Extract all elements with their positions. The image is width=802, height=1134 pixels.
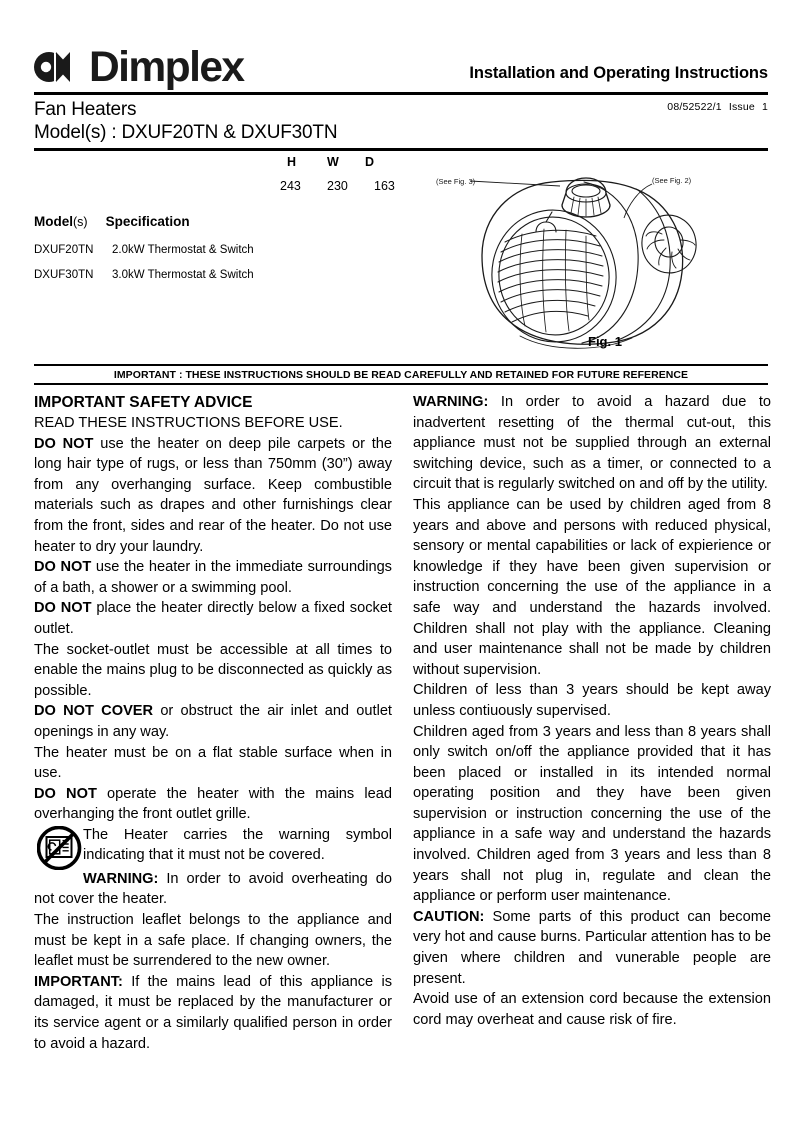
- right-text-column: [413, 392, 771, 1030]
- spec-row-specification: 2.0kW Thermostat & Switch: [112, 244, 254, 256]
- read-instructions-line: READ THESE INSTRUCTIONS BEFORE USE.: [34, 415, 343, 431]
- emphasis-warning: WARNING:: [83, 870, 159, 887]
- emphasis-caution: CAUTION:: [413, 908, 485, 925]
- paragraph-extension-cord: Avoid use of an extension cord because the extension cord may overheat and cause risk of fire.: [413, 991, 771, 1028]
- paragraph-children-3-to-8: Children aged from 3 years and less than 8 years shall only switch on/off the appliance provided that it has been placed or installed in its intended normal operating position and they have been given supervision or instruction concerning the use of the appliance in a safe way and understand the hazards involved. Children aged from 3 years and less than 8 years shall not plug in, regulate and clean the appliance or perform user maintenance.: [413, 723, 771, 905]
- paragraph-flat-stable-surface: The heater must be on a flat stable surface when in use.: [34, 744, 392, 782]
- paragraph-important-mains-lead: IMPORTANT: If the mains lead of this appliance is damaged, it must be replaced by the manufacturer or its service agent or a similarly qualified person in order to avoid a hazard.: [34, 973, 392, 1052]
- document-header: [34, 44, 768, 94]
- spec-row-model: DXUF20TN: [34, 244, 94, 256]
- document-reference: [667, 101, 768, 113]
- paragraph-bath-shower-pool: DO NOT use the heater in the immediate surroundings of a bath, a shower or a swimming pool.: [34, 559, 392, 596]
- specification-header-row: [34, 214, 374, 229]
- banner-bottom-rule: [34, 383, 768, 385]
- figure-callout-right: (See Fig. 2): [652, 176, 692, 185]
- dimension-value-h: 243: [280, 179, 301, 193]
- fan-heater-illustration: [424, 160, 772, 360]
- dimensions-table: [280, 155, 430, 193]
- paragraph-deep-pile-carpets: DO NOT use the heater on deep pile carpets or the long hair type of rugs, or less than 750mm (30”) away from any overhanging surface. Keep combustible materials such as drapes and other furnishings clear from the front, sides and rear of the heater. Do not use heater to dry your laundry.: [34, 435, 392, 555]
- brand-name: Dimplex: [89, 43, 244, 91]
- spec-row-model: DXUF30TN: [34, 269, 94, 281]
- dimension-header-d: D: [365, 155, 375, 169]
- paragraph-warning-overheating: WARNING: In order to avoid overheating do not cover the heater.: [34, 870, 392, 908]
- table-row: [34, 269, 374, 281]
- specification-table: [34, 214, 374, 294]
- dimensions-values-row: [280, 179, 430, 193]
- spec-row-specification: 3.0kW Thermostat & Switch: [112, 269, 254, 281]
- specification-header-model: Model: [34, 214, 73, 229]
- paragraph-caution-hot-parts: CAUTION: Some parts of this product can become very hot and cause burns. Particular attention has to be given where children and vunerable people are present.: [413, 908, 771, 987]
- emphasis-warning: WARNING:: [413, 394, 489, 410]
- dimension-header-h: H: [287, 155, 297, 169]
- paragraph-do-not-cover: DO NOT COVER or obstruct the air inlet and outlet openings in any way.: [34, 703, 392, 740]
- figure-caption: Fig. 1: [588, 334, 622, 349]
- issue-label: Issue: [728, 101, 755, 113]
- product-line-title: Fan Heaters: [34, 99, 137, 120]
- important-notice-banner: IMPORTANT : THESE INSTRUCTIONS SHOULD BE READ CAREFULLY AND RETAINED FOR FUTURE REFERENCE: [113, 368, 689, 381]
- section-heading-safety-advice: IMPORTANT SAFETY ADVICE: [34, 394, 253, 411]
- dimension-value-d: 163: [374, 179, 395, 193]
- emphasis-important: IMPORTANT:: [34, 973, 123, 990]
- dimension-header-w: W: [327, 155, 339, 169]
- title-block: [34, 98, 768, 145]
- specification-header-spec: Specification: [105, 214, 190, 229]
- emphasis-do-not: DO NOT: [34, 785, 97, 802]
- brand-logo: [34, 44, 245, 90]
- paragraph-below-socket-outlet: DO NOT place the heater directly below a fixed socket outlet.: [34, 600, 392, 637]
- title-divider-rule: [34, 148, 768, 151]
- emphasis-do-not-cover: DO NOT COVER: [34, 703, 154, 720]
- paragraph-children-8-years: This appliance can be used by children aged from 8 years and above and persons with reduced physical, sensory or mental capabilities or lack of expierience or knowledge if they have been given supervision or instruction concerning the use of the appliance in a safe way and understand the hazards involved. Children shall not play with the appliance. Cleaning and user maintenance shall not be made by children without supervision.: [413, 496, 771, 678]
- left-text-column: [34, 392, 392, 1054]
- emphasis-do-not: DO NOT: [34, 600, 92, 617]
- emphasis-do-not: DO NOT: [34, 435, 94, 452]
- paragraph-children-under-3: Children of less than 3 years should be kept away unless contiuously supervised.: [413, 682, 771, 719]
- table-row: [34, 244, 374, 256]
- paragraph-warning-thermal-cutout: WARNING: In order to avoid a hazard due to inadvertent resetting of the thermal cut-out, this appliance must not be supplied through an external switching device, such as a timer, or connected to a circuit that is regularly switched on and off by the utility.: [413, 394, 771, 493]
- paragraph-warning-symbol: The Heater carries the warning symbol indicating that it must not be covered.: [34, 825, 392, 869]
- doc-number: 08/52522/1: [667, 101, 722, 113]
- fan-heater-drawing-icon: [424, 160, 772, 360]
- dimension-value-w: 230: [327, 179, 348, 193]
- specification-header-model-suffix: (s): [73, 215, 88, 229]
- do-not-cover-icon: [37, 826, 83, 870]
- dimensions-header-row: [280, 155, 430, 169]
- document-type-title: Installation and Operating Instructions: [469, 64, 768, 82]
- emphasis-do-not: DO NOT: [34, 559, 92, 576]
- models-title: Model(s) : DXUF20TN & DXUF30TN: [34, 122, 338, 143]
- issue-value: 1: [761, 101, 768, 113]
- dimplex-logo-mark-icon: [34, 49, 88, 85]
- paragraph-socket-accessible: The socket-outlet must be accessible at all times to enable the mains plug to be disconnected as quickly as possible.: [34, 641, 392, 699]
- paragraph-leaflet-ownership: The instruction leaflet belongs to the appliance and must be kept in a safe place. If changing owners, the leaflet must be surrendered to the new owner.: [34, 912, 392, 970]
- figure-callout-left: (See Fig. 3): [436, 177, 476, 186]
- paragraph-mains-lead-grille: DO NOT operate the heater with the mains lead overhanging the front outlet grille.: [34, 785, 392, 823]
- header-divider-rule: [34, 92, 768, 95]
